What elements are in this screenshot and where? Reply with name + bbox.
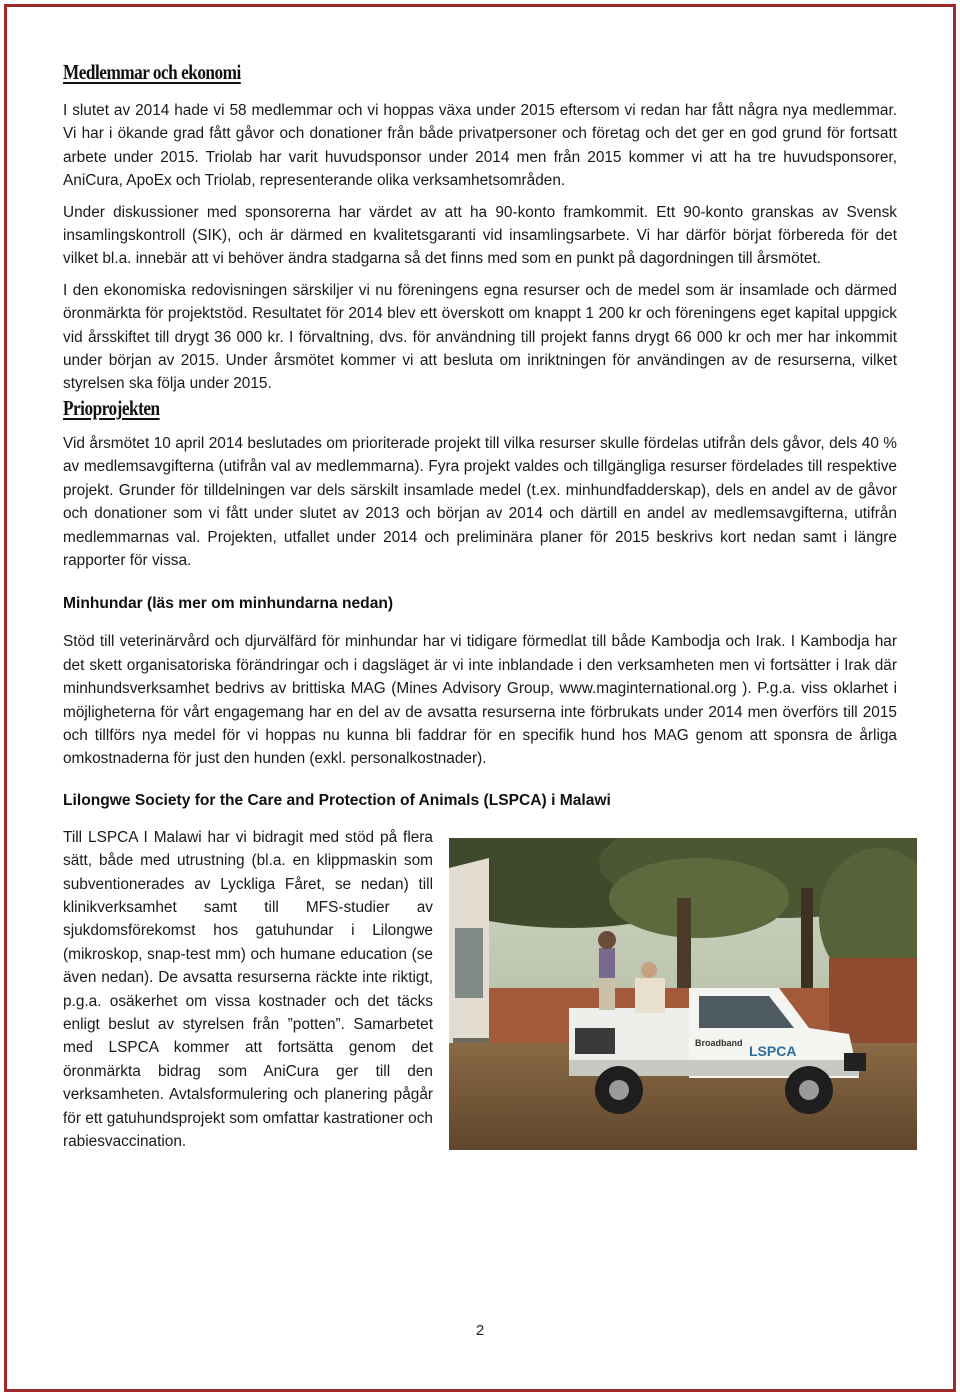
page-number: 2: [475, 1322, 485, 1339]
heading-membership-economy: Medlemmar och ekonomi: [63, 60, 241, 84]
photo-icon: [449, 838, 917, 1150]
page-content: [63, 60, 897, 1186]
paragraph-finances: I den ekonomiska redovisningen särskiljer vi nu föreningens egna resurser och de medel som är insamlade och därmed öronmärkta för projektstöd. Resultatet för 2014 blev ett överskott om knappt 1 200 kr och föreningens eget kapital uppgick vid årsskiftet till drygt 36 000 kr. I förvaltning, dvs. för användning till projekt fanns drygt 66 000 kr och mer har inkommit under början av 2015. Under årsmötet kommer vi att besluta om inriktningen för användingen av de resurserna, vilket styrelsen ska följa under 2015.: [63, 281, 897, 393]
heading-priority-projects: Prioprojekten: [63, 395, 160, 420]
lspca-section: [63, 826, 897, 1186]
paragraph-lspca: Till LSPCA I Malawi har vi bidragit med stöd på flera sätt, både med utrustning (bl.a. en klippmaskin som subventionerades av Lyckliga Fåret, se nedan) till klinikverksamhet samt till MFS-studier av sjukdomsförekomst hos gatuhundar i Lilongwe (mikroskop, snap-test mm) och humane education (se även nedan). De avsatta resurserna räckte inte riktigt, p.g.a. osäkerhet om vissa kostnader och det täcks enligt beslut av styrelsen från ”potten”. Samarbetet med LSPCA kommer att fortsätta genom det öronmärkta bidrag som AniCura ger till den verksamheten. Avtalsformulering och planering pågår för ett gatuhundsprojekt som omfattar kastrationer och rabiesvaccination.: [63, 828, 433, 1151]
paragraph-priority-projects: Vid årsmötet 10 april 2014 beslutades om prioriterade projekt till vilka resurser skulle fördelas utifrån dels gåvor, dels 40 % av medlemsavgifterna (utifrån val av medlemmarna). Fyra projekt valdes och tillgängliga resurser fördelades till respektive projekt. Grunder för tilldelningen var dels särskilt insamlade medel (t.ex. minhundfadderskap), dels en andel av de gåvor och donationer som vi fått under slutet av 2013 och början av 2014 och därtill en andel av medlemsavgifterna, utifrån medlemmarnas val. Projekten, utfallet under 2014 och preliminära planer för 2015 beskrivs kort nedan samt i längre rapporter för vissa.: [63, 434, 897, 569]
photo-lspca-truck: [449, 838, 917, 1150]
truck-side-label: Broadband: [695, 1037, 743, 1048]
paragraph-90-account: Under diskussioner med sponsorerna har värdet av att ha 90-konto framkommit. Ett 90-konto granskas av Svensk insamlingskontroll (SIK), och är därmed en kvalitetsgaranti vid insamlingsarbete. Vi har därför börjat förbereda för det vilket bl.a. innebär att vi behöver ändra stadgarna så det finns med som en punkt på dagordningen till årsmötet.: [63, 203, 897, 268]
subheading-lspca: Lilongwe Society for the Care and Protection of Animals (LSPCA) i Malawi: [63, 791, 611, 809]
paragraph-mine-dogs: Stöd till veterinärvård och djurvälfärd för minhundar har vi tidigare förmedlat till både Kambodja och Irak. I Kambodja har det skett organisatoriska förändringar och i dagsläget är vi inte inblandade i den verksamheten men vi fortsätter i Irak där minhundsverksamhet bedrivs av brittiska MAG (Mines Advisory Group, www.maginternational.org ). P.g.a. viss oklarhet i möjligheterna för vårt engagemang har en del av de avsatta resurserna inte förbrukats under 2014 men överförs till 2015 och tillförs nya medel för vi hoppas nu kunna bli faddrar för en specifik hund hos MAG genom att sponsra de årliga omkostnaderna för just den hunden (exkl. personalkostnader).: [63, 633, 897, 768]
truck-door-label: LSPCA: [749, 1042, 797, 1059]
paragraph-membership: I slutet av 2014 hade vi 58 medlemmar och vi hoppas växa under 2015 eftersom vi redan har fått några nya medlemmar. Vi har i ökande grad fått gåvor och donationer från både privatpersoner och företag och det ger en god grund för fortsatt arbete under 2015. Triolab har varit huvudsponsor under 2014 men från 2015 kommer vi att ha tre huvudsponsorer, AniCura, ApoEx och Triolab, representerande olika verksamhetsområden.: [63, 102, 897, 190]
subheading-mine-dogs: Minhundar (läs mer om minhundarna nedan): [63, 595, 394, 613]
